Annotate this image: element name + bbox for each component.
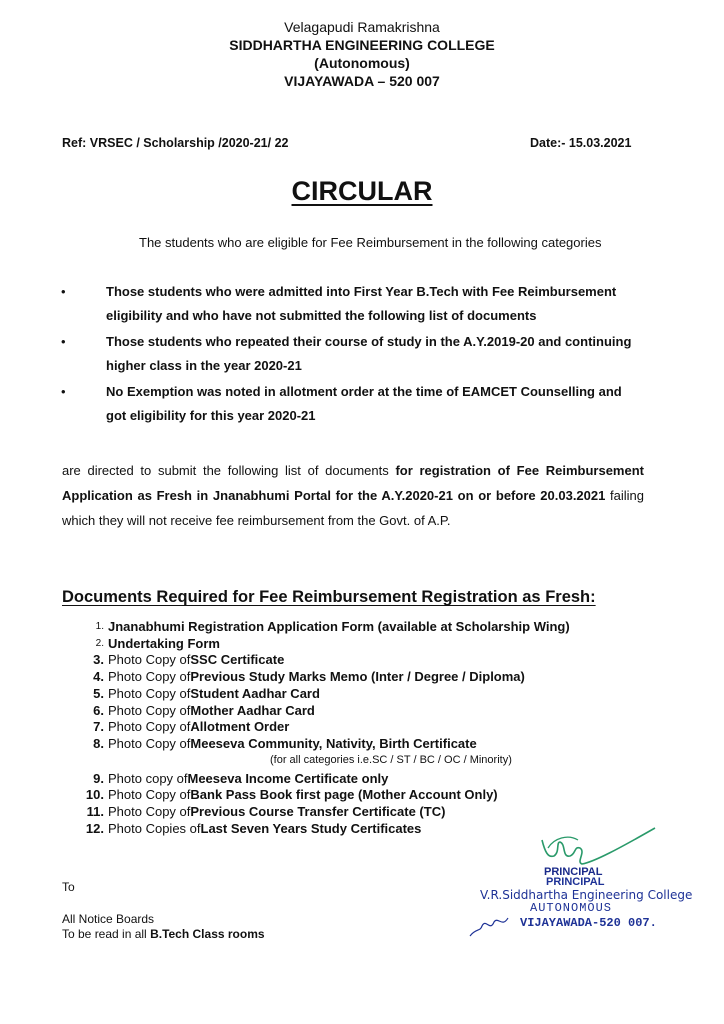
list-item: 3. Photo Copy of SSC Certificate <box>93 652 285 668</box>
page-title <box>0 176 724 207</box>
recipient-to: To <box>62 880 75 894</box>
bullet-icon: • <box>61 334 66 349</box>
principal-label: PRINCIPAL <box>544 866 603 878</box>
recipient-notice-boards: All Notice Boards <box>62 912 155 926</box>
list-item: 8. Photo Copy of Meeseva Community, Nativity, Birth Certificate <box>93 735 477 751</box>
category-item: • No Exemption was noted in allotment order at the time of EAMCET Counselling and got eligibility for this year 2020-21 <box>62 380 644 428</box>
list-item: 11. Photo Copy of Previous Course Transfer Certificate (TC) <box>86 804 446 820</box>
list-item: 2. Undertaking Form <box>95 635 220 651</box>
list-item: 12. Photo Copies of Last Seven Years Study Certificates <box>85 820 422 836</box>
list-item: 7. Photo Copy of Allotment Order <box>93 719 290 735</box>
instruction-paragraph: are directed to submit the following list of documents for registration of Fee Reimbursement Application as Fresh in Jnanabhumi Portal for the A.Y.2020-21 on or before 20.03.2021 failing which they will not receive fee reimbursement from the Govt. of A.P. <box>62 463 645 528</box>
circular-title: CIRCULAR <box>291 176 433 206</box>
list-item: 5. Photo Copy of Student Aadhar Card <box>93 685 320 701</box>
documents-heading: Documents Required for Fee Reimbursement Registration as Fresh: <box>62 588 596 606</box>
stamp-college: V.R.Siddhartha Engineering College <box>480 888 693 902</box>
list-item: 1. Jnanabhumi Registration Application Form (available at Scholarship Wing) <box>95 619 570 634</box>
stamp-autonomous: AUTONOMOUS <box>530 901 613 915</box>
bullet-icon: • <box>61 384 66 399</box>
header-line-1: Velagapudi Ramakrishna <box>284 19 440 35</box>
category-item: • Those students who were admitted into First Year B.Tech with Fee Reimbursement eligibility and who have not submitted the following list of documents <box>62 280 644 328</box>
circular-date: Date:- 15.03.2021 <box>530 136 632 150</box>
header-city: VIJAYAWADA – 520 007 <box>284 73 440 89</box>
category-item: • Those students who repeated their course of study in the A.Y.2019-20 and continuing higher class in the year 2020-21 <box>62 330 644 378</box>
college-header <box>0 18 724 90</box>
stamp-principal: PRINCIPAL <box>546 876 605 888</box>
item8-note: (for all categories i.e.SC / ST / BC / OC / Minority) <box>270 753 512 766</box>
list-item: 10. Photo Copy of Bank Pass Book first page (Mother Account Only) <box>85 787 498 803</box>
recipient-classrooms: To be read in all B.Tech Class rooms <box>62 927 265 941</box>
list-item: 9. Photo copy of Meeseva Income Certificate only <box>93 770 389 786</box>
header-autonomous: (Autonomous) <box>314 55 410 71</box>
list-item: 4. Photo Copy of Previous Study Marks Memo (Inter / Degree / Diploma) <box>93 669 525 685</box>
documents-list <box>80 619 640 837</box>
stamp-city: VIJAYAWADA-520 007. <box>520 916 657 930</box>
reference-number: Ref: VRSEC / Scholarship /2020-21/ 22 <box>62 136 289 150</box>
bullet-icon: • <box>61 284 66 299</box>
list-item: 6. Photo Copy of Mother Aadhar Card <box>93 702 315 718</box>
header-college-name: SIDDHARTHA ENGINEERING COLLEGE <box>229 37 495 53</box>
recipients <box>62 912 265 942</box>
category-list <box>62 280 644 430</box>
intro-paragraph: The students who are eligible for Fee Reimbursement in the following categories <box>139 235 602 250</box>
